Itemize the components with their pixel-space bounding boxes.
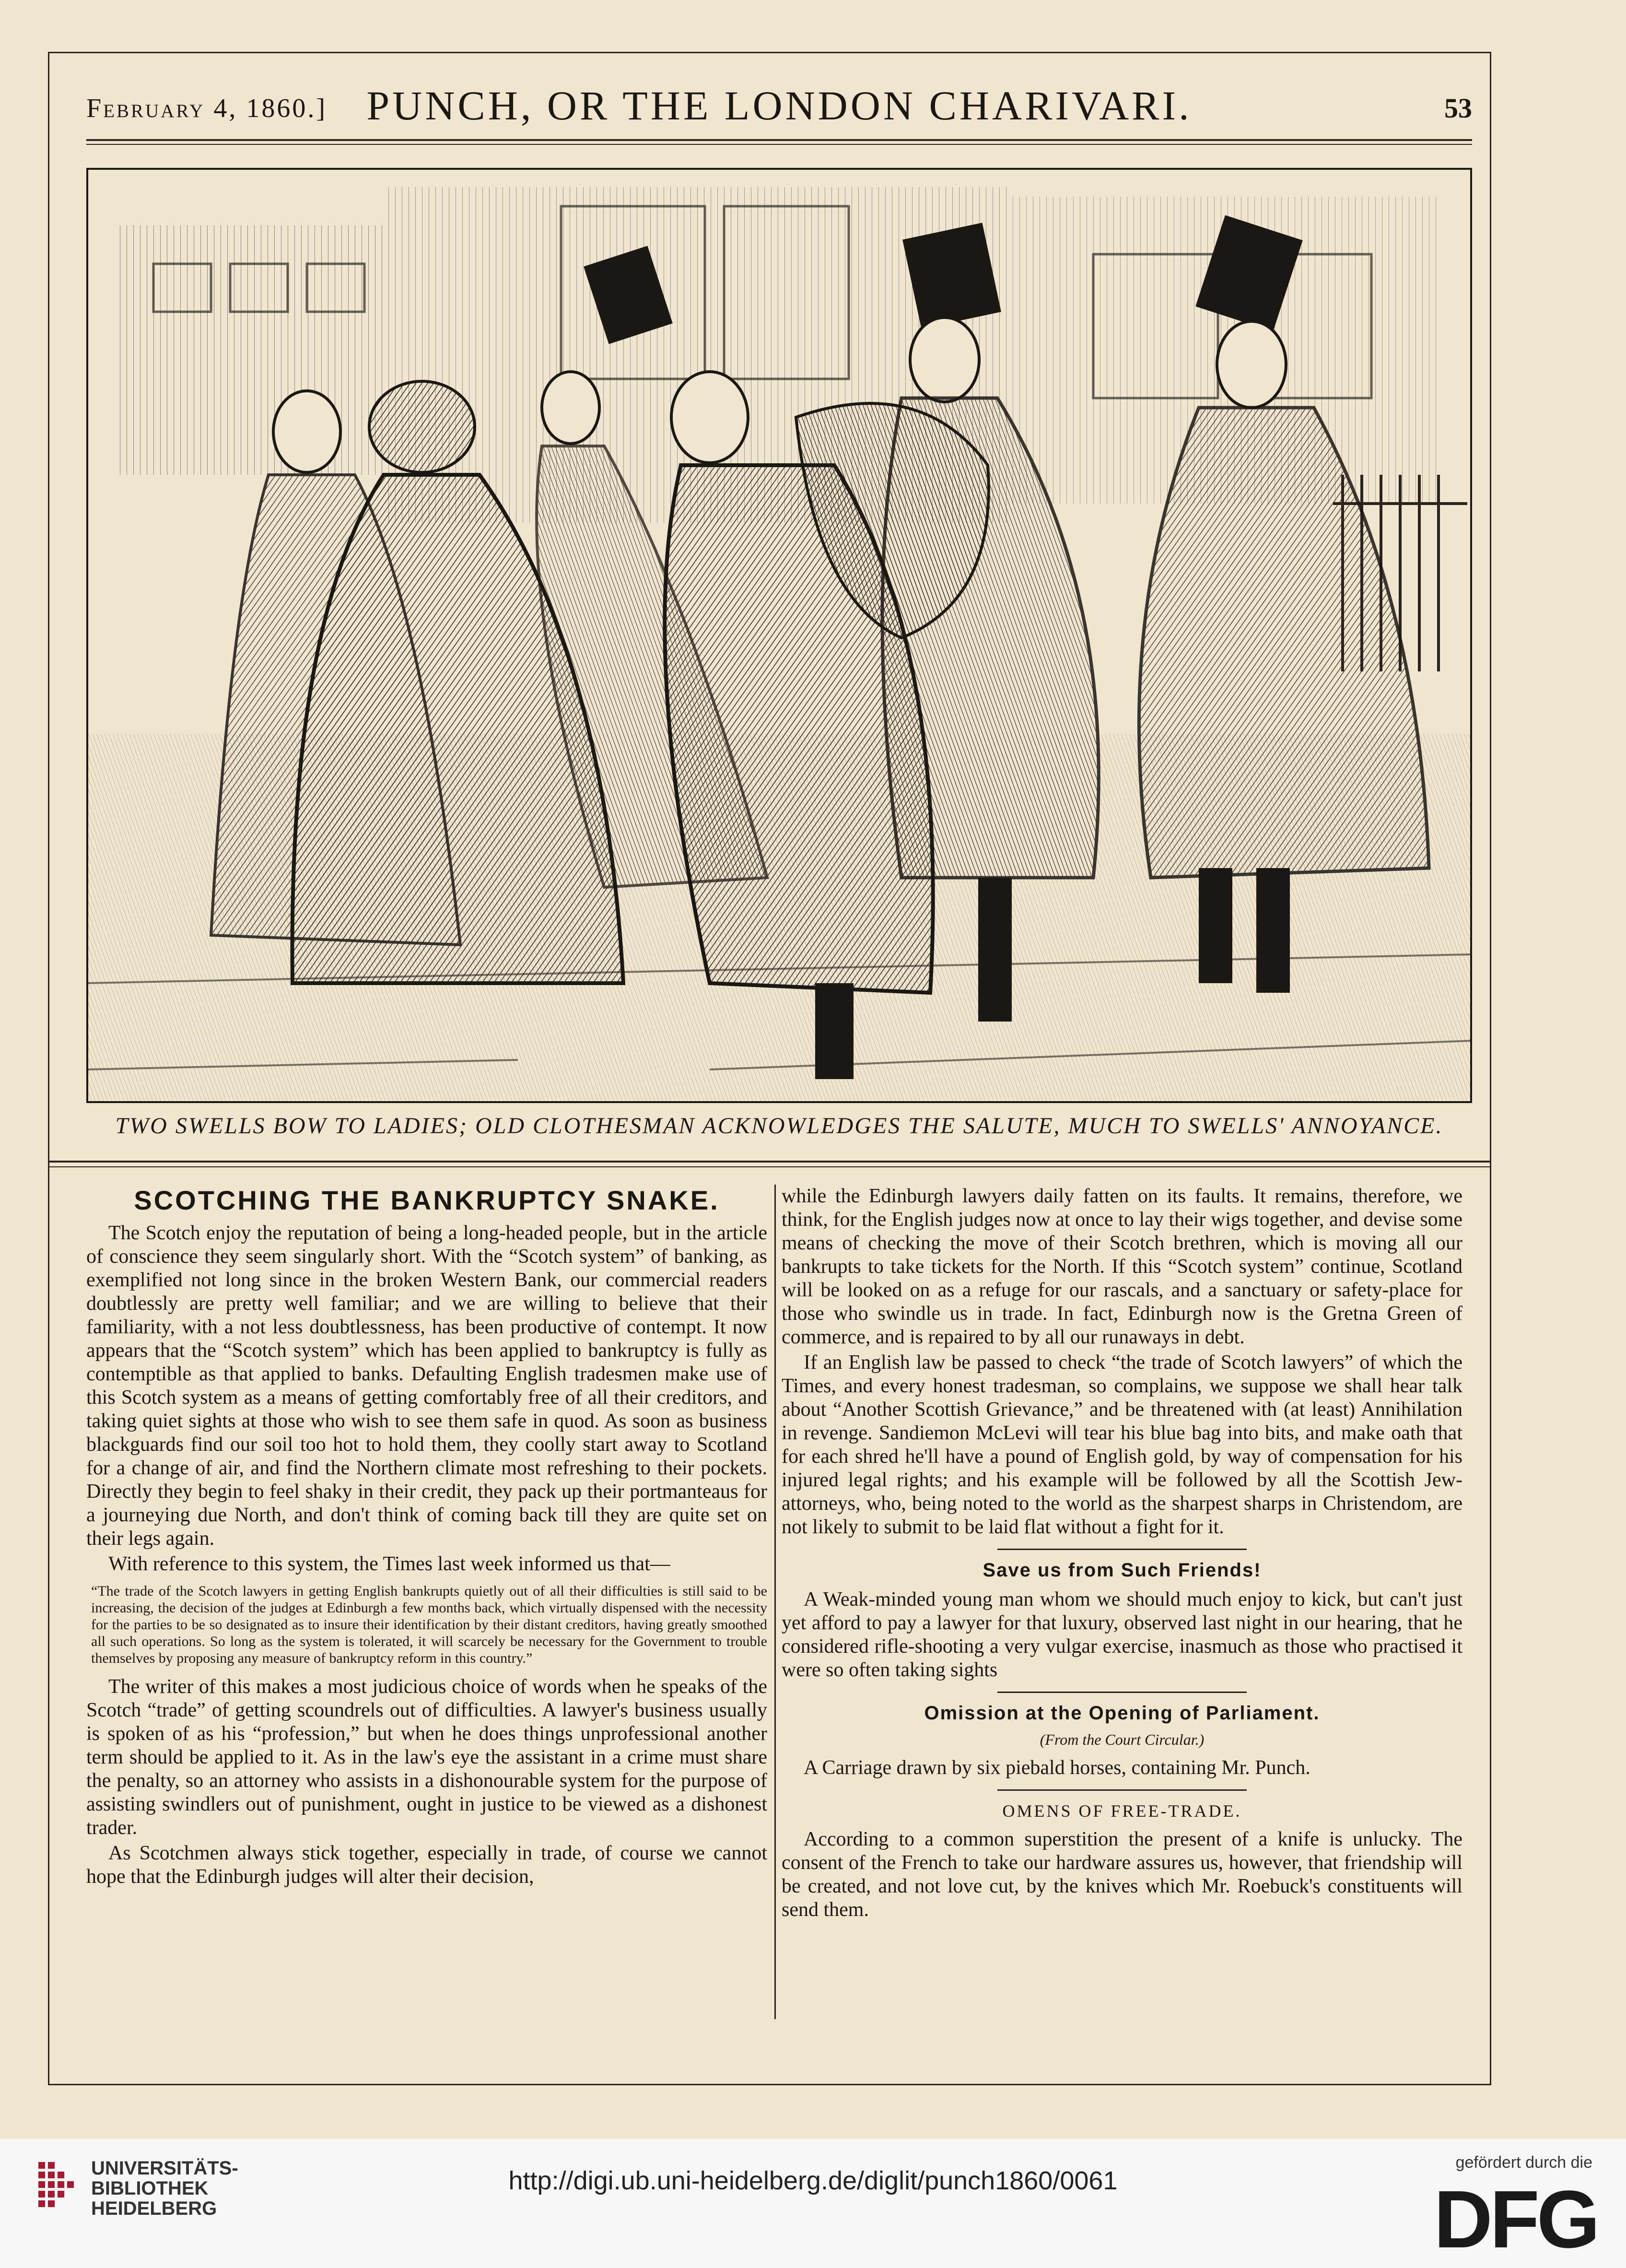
article-paragraph: while the Edinburgh lawyers daily fatten on its faults. It remains, therefore, we think, for the English judges now at once to lay their wigs together, and devise some means of checking the move of their Scotch brethren, which is moving all our bankrupts to take tickets for the North. If this “Scotch system” continue, Scotland will be looked on as a refuge for our rascals, and a sanctuary or safety-place for those who swindle us in trade. In fact, Edinburgh now is the Gretna Green of commerce, and is repaired to by all our runaways in debt. — [782, 1185, 1462, 1348]
swell-left-head — [910, 317, 979, 402]
section-divider — [997, 1692, 1247, 1693]
sponsor-note: gefördert durch die — [1455, 2153, 1592, 2172]
swell-right-head — [1217, 321, 1286, 408]
header-rule-thin — [86, 144, 1472, 145]
caption-rule — [48, 1161, 1491, 1163]
page-number: 53 — [1444, 93, 1472, 124]
article-paragraph: As Scotchmen always stick together, especially in trade, of course we cannot hope that the Edinburgh judges will alter their decision, — [86, 1842, 767, 1888]
section-divider — [997, 1789, 1247, 1791]
article-paragraph: The writer of this makes a most judicious choice of words when he speaks of the Scotch “trade” of getting scoundrels out of difficulties. A lawyer's business usually is spoken of as his “profession,” but when he does things unprofessional another term should be applied to it. As in the law's eye the assistant in a crime must share the penalty, so an attorney who assists in a dishonourable system for the purpose of assisting swindlers out of punishment, ought in justice to be viewed as a dishonest trader. — [86, 1676, 767, 1839]
engraving-illustration — [86, 168, 1472, 1103]
issue-date: February 4, 1860.] — [86, 94, 327, 123]
digitization-footer — [0, 2139, 1626, 2268]
dfg-logo: DFG — [1434, 2174, 1597, 2265]
header-rule — [86, 139, 1472, 141]
article-title: SCOTCHING THE BANKRUPTCY SNAKE. — [134, 1185, 720, 1215]
article-paragraph: A Weak-minded young man whom we should much enjoy to kick, but can't just yet afford to pay a lawyer for that luxury, observed last night in our hearing, that he considered rifle-shooting a very vulgar exercise, inasmuch as those who practised it were so often taking sights — [782, 1588, 1462, 1681]
lady-left-head — [273, 391, 340, 472]
article-paragraph: The Scotch enjoy the reputation of being a long-headed people, but in the article of conscience they seem singularly short. With the “Scotch system” of banking, as exemplified not long since in the broken Western Bank, our commercial readers doubtlessly are pretty well familiar; and we are willing to believe that their familiarity, with a not less doubtlessness, has been productive of contempt. It now appears that the “Scotch system” which has been applied to bankruptcy is fully as contemptible as that applied to banks. Defaulting English tradesmen make use of this Scotch system as a means of getting comfortably free of all their creditors, and taking quiet sights at those who wish to see them safe in quod. As soon as business blackguards find our soil too hot to hold them, they coolly start away to Scotland for a change of air, and find the Northern climate most refreshing to their pockets. Directly they begin to feel shaky in their credit, they pack up their portmanteaus for a journeying due North, and don't think of coming back till they are quite set on their legs again. — [86, 1222, 767, 1550]
article-paragraph: According to a common superstition the present of a knife is unlucky. The consent of the French to take our hardware assures us, however, that friendship will be created, and not love cut, by the knives which Mr. Roebuck's constituents will send them. — [782, 1828, 1462, 1921]
page-header — [86, 82, 1472, 139]
masthead-title: PUNCH, OR THE LONDON CHARIVARI. — [366, 82, 1192, 129]
article-title: Omission at the Opening of Parliament. — [924, 1703, 1320, 1724]
column-separator — [774, 1185, 776, 2019]
library-name: UNIVERSITÄTS- BIBLIOTHEK HEIDELBERG — [91, 2158, 238, 2219]
article-paragraph: With reference to this system, the Times last week informed us that— — [108, 1553, 670, 1575]
article-title: OMENS OF FREE-TRADE. — [1002, 1801, 1242, 1821]
times-quotation: “The trade of the Scotch lawyers in getting English bankrupts quietly out of all their difficulties is still said to be increasing, the decision of the judges at Edinburgh a few months back, which virtually dispensed with the necessity for the parties to be so designated as to insure their identification by their distant creditors, having greatly smoothed all such operations. So long as the system is tolerated, it will scarcely be necessary for the Government to trouble themselves by proposing any measure of bankruptcy reform in this country.” — [91, 1583, 767, 1666]
caption-rule-thin — [48, 1166, 1491, 1167]
clothesman-head — [671, 372, 748, 463]
lady-center-bonnet — [369, 381, 475, 472]
lady-right-head — [542, 372, 599, 444]
article-subtitle: (From the Court Circular.) — [1040, 1731, 1205, 1748]
right-column — [782, 1185, 1462, 1924]
section-divider — [997, 1549, 1247, 1550]
article-title: Save us from Such Friends! — [983, 1560, 1262, 1581]
left-column — [86, 1185, 767, 1891]
article-paragraph: If an English law be passed to check “the trade of Scotch lawyers” of which the Times, and every honest tradesman, so complains, we suppose we shall hear talk about “Another Scottish Grievance,” and be threatened with (at least) Annihilation in revenge. Sandiemon McLevi will tear his blue bag into bits, and make oath that for each shred he'll have a pound of English gold, by way of compensation for his injured legal rights; and his example will be followed by all the Scottish Jew-attorneys, who, being noted to the world as the sharpest sharps in Christendom, are not likely to submit to be laid flat without a fight for it. — [782, 1351, 1462, 1538]
article-paragraph: A Carriage drawn by six piebald horses, containing Mr. Punch. — [804, 1757, 1310, 1779]
permalink-url[interactable]: http://digi.ub.uni-heidelberg.de/diglit/punch1860/0061 — [508, 2166, 1118, 2195]
illustration-caption: TWO SWELLS BOW TO LADIES; OLD CLOTHESMAN ACKNOWLEDGES THE SALUTE, MUCH TO SWELLS' ANNOYANCE. — [115, 1113, 1443, 1139]
